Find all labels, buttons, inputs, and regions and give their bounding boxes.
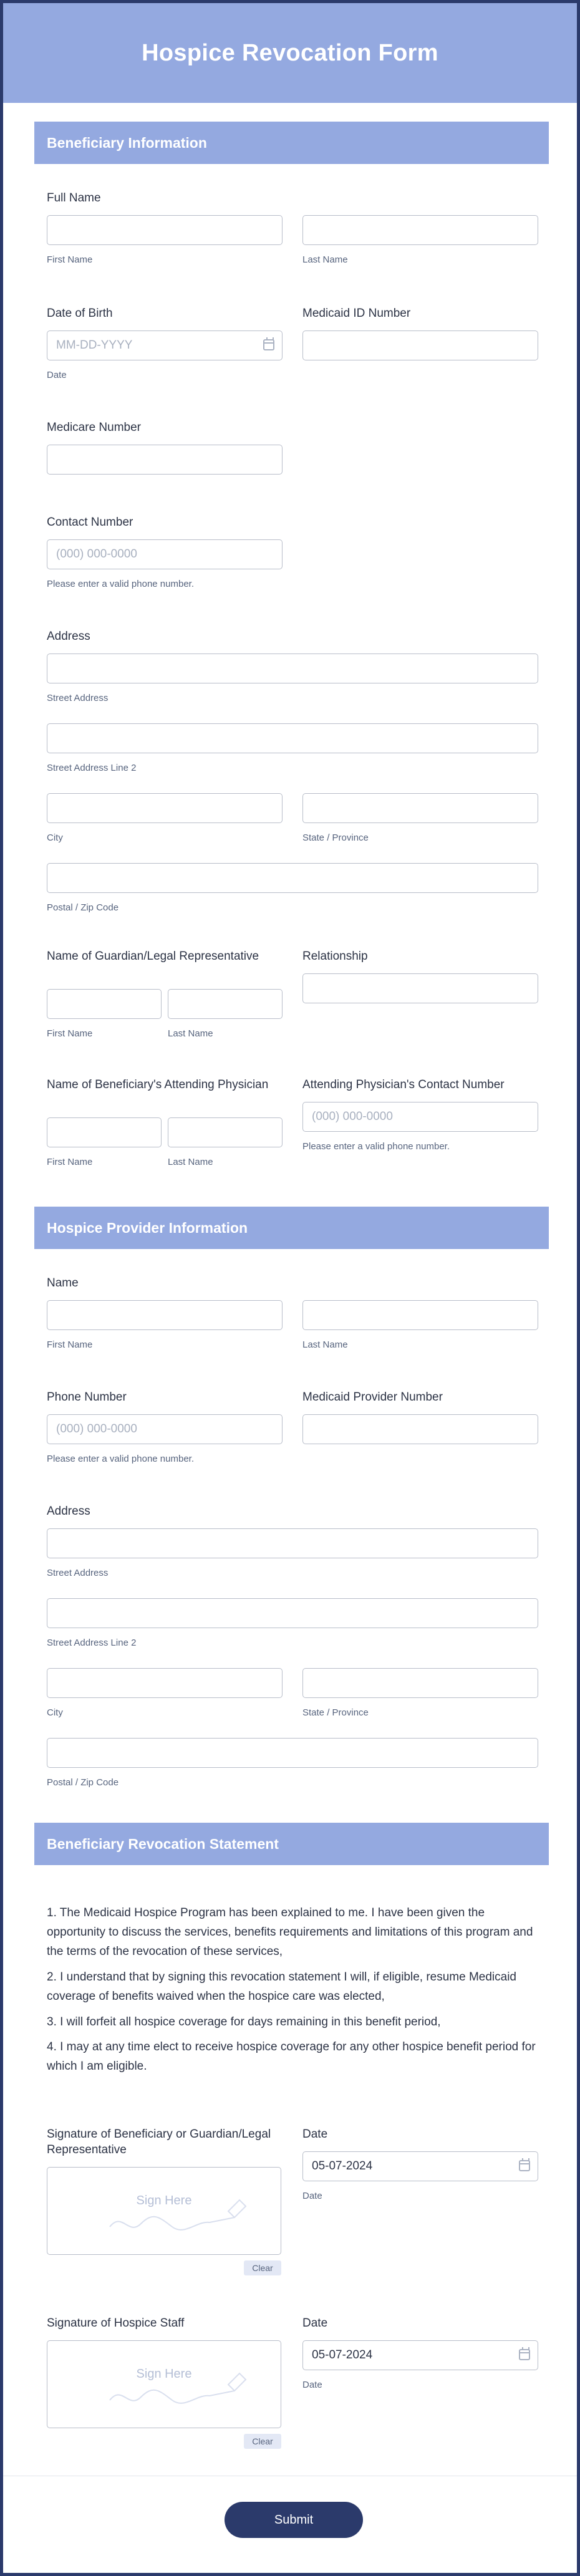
date-label-staff: Date: [302, 2317, 328, 2330]
guardian-first-sublabel: First Name: [47, 1028, 93, 1039]
address-label: Address: [47, 630, 90, 643]
clear-signature-button[interactable]: Clear: [244, 2434, 281, 2449]
relationship-label: Relationship: [302, 950, 368, 963]
postal-sublabel: Postal / Zip Code: [47, 902, 119, 913]
sig-beneficiary-label: Signature of Beneficiary or Guardian/Legal Representative: [47, 2128, 271, 2156]
calendar-icon[interactable]: [263, 339, 274, 350]
provider-street-input[interactable]: [47, 1528, 538, 1558]
contact-input[interactable]: [47, 539, 283, 569]
provider-postal-sublabel: Postal / Zip Code: [47, 1777, 119, 1788]
statement-item-3: 3. I will forfeit all hospice coverage for days remaining in this benefit period,: [47, 2015, 441, 2028]
street-address-2-input[interactable]: [47, 723, 538, 753]
contact-placeholder: (000) 000-0000: [56, 548, 137, 561]
dob-label: Date of Birth: [47, 307, 113, 320]
guardian-first-name-input[interactable]: [47, 989, 162, 1019]
date-label-beneficiary: Date: [302, 2128, 328, 2141]
staff-date-value: 05-07-2024: [312, 2348, 373, 2361]
section-header-statement: Beneficiary Revocation Statement: [34, 1823, 549, 1865]
clear-signature-button[interactable]: Clear: [244, 2260, 281, 2275]
first-name-input[interactable]: [47, 215, 283, 245]
medicare-input[interactable]: [47, 445, 283, 475]
provider-address-label: Address: [47, 1505, 90, 1518]
signature-scribble-icon: [47, 2168, 282, 2255]
beneficiary-date-input[interactable]: [302, 2151, 538, 2181]
state-input[interactable]: [302, 793, 538, 823]
dob-input[interactable]: [47, 330, 283, 360]
relationship-input[interactable]: [302, 973, 538, 1003]
provider-phone-input[interactable]: [47, 1414, 283, 1444]
staff-date-sublabel: Date: [302, 2380, 322, 2390]
provider-postal-input[interactable]: [47, 1738, 538, 1768]
section-header-beneficiary: Beneficiary Information: [34, 122, 549, 164]
form-header: [3, 3, 577, 103]
contact-label: Contact Number: [47, 516, 133, 529]
guardian-last-name-input[interactable]: [168, 989, 283, 1019]
staff-date-input[interactable]: [302, 2340, 538, 2370]
provider-phone-label: Phone Number: [47, 1391, 127, 1404]
form-title: Hospice Revocation Form: [142, 39, 438, 66]
state-sublabel: State / Province: [302, 832, 369, 843]
medicaid-provider-label: Medicaid Provider Number: [302, 1391, 443, 1404]
medicaid-id-label: Medicaid ID Number: [302, 307, 411, 320]
physician-contact-hint: Please enter a valid phone number.: [302, 1141, 450, 1152]
first-name-sublabel: First Name: [47, 254, 93, 265]
guardian-last-sublabel: Last Name: [168, 1028, 213, 1039]
medicaid-provider-input[interactable]: [302, 1414, 538, 1444]
signature-scribble-icon: [47, 2341, 282, 2429]
street-address-2-sublabel: Street Address Line 2: [47, 763, 137, 773]
calendar-icon[interactable]: [519, 2160, 530, 2171]
provider-city-sublabel: City: [47, 1707, 63, 1718]
sig-staff-label: Signature of Hospice Staff: [47, 2317, 185, 2330]
medicaid-id-input[interactable]: [302, 330, 538, 360]
signature-pad-staff[interactable]: [47, 2340, 281, 2428]
dob-placeholder: MM-DD-YYYY: [56, 339, 133, 352]
medicare-label: Medicare Number: [47, 421, 141, 434]
beneficiary-date-value: 05-07-2024: [312, 2159, 373, 2173]
statement-item-2: 2. I understand that by signing this revocation statement I will, if eligible, resume Medicaid coverage of benefits waived when the hospice care was elected,: [47, 1971, 516, 2003]
physician-contact-input[interactable]: [302, 1102, 538, 1132]
last-name-sublabel: Last Name: [302, 254, 348, 265]
provider-phone-placeholder: (000) 000-0000: [56, 1422, 137, 1435]
physician-last-name-input[interactable]: [168, 1117, 283, 1147]
city-input[interactable]: [47, 793, 283, 823]
physician-contact-label: Attending Physician's Contact Number: [302, 1078, 505, 1091]
signature-pad-beneficiary[interactable]: [47, 2167, 281, 2255]
provider-last-name-input[interactable]: [302, 1300, 538, 1330]
physician-last-sublabel: Last Name: [168, 1157, 213, 1167]
dob-sublabel: Date: [47, 370, 67, 380]
provider-state-sublabel: State / Province: [302, 1707, 369, 1718]
physician-first-name-input[interactable]: [47, 1117, 162, 1147]
street-address-input[interactable]: [47, 654, 538, 683]
statement-item-4: 4. I may at any time elect to receive hospice coverage for any other hospice benefit period for which I am eligible.: [47, 2040, 536, 2073]
provider-name-label: Name: [47, 1276, 79, 1290]
calendar-icon[interactable]: [519, 2349, 530, 2360]
provider-street-2-input[interactable]: [47, 1598, 538, 1628]
provider-street-sublabel: Street Address: [47, 1568, 109, 1578]
postal-input[interactable]: [47, 863, 538, 893]
last-name-input[interactable]: [302, 215, 538, 245]
contact-hint: Please enter a valid phone number.: [47, 579, 194, 589]
provider-city-input[interactable]: [47, 1668, 283, 1698]
full-name-label: Full Name: [47, 191, 101, 205]
provider-state-input[interactable]: [302, 1668, 538, 1698]
sign-here-text: Sign Here: [136, 2194, 192, 2207]
physician-first-sublabel: First Name: [47, 1157, 93, 1167]
submit-button[interactable]: Submit: [225, 2502, 363, 2538]
provider-phone-hint: Please enter a valid phone number.: [47, 1454, 194, 1464]
provider-street-2-sublabel: Street Address Line 2: [47, 1638, 137, 1648]
attending-physician-label: Name of Beneficiary's Attending Physician: [47, 1078, 269, 1091]
street-address-sublabel: Street Address: [47, 693, 109, 703]
sign-here-text: Sign Here: [136, 2367, 192, 2381]
section-header-provider: Hospice Provider Information: [34, 1207, 549, 1249]
provider-first-sublabel: First Name: [47, 1339, 93, 1350]
city-sublabel: City: [47, 832, 63, 843]
statement-item-1: 1. The Medicaid Hospice Program has been explained to me. I have been given the opportunity to discuss the services, benefits requirements and limitations of this program and the terms of the revocation of these services,: [47, 1906, 533, 1958]
provider-first-name-input[interactable]: [47, 1300, 283, 1330]
guardian-name-label: Name of Guardian/Legal Representative: [47, 950, 259, 963]
provider-last-sublabel: Last Name: [302, 1339, 348, 1350]
physician-contact-placeholder: (000) 000-0000: [312, 1110, 393, 1123]
beneficiary-date-sublabel: Date: [302, 2191, 322, 2201]
